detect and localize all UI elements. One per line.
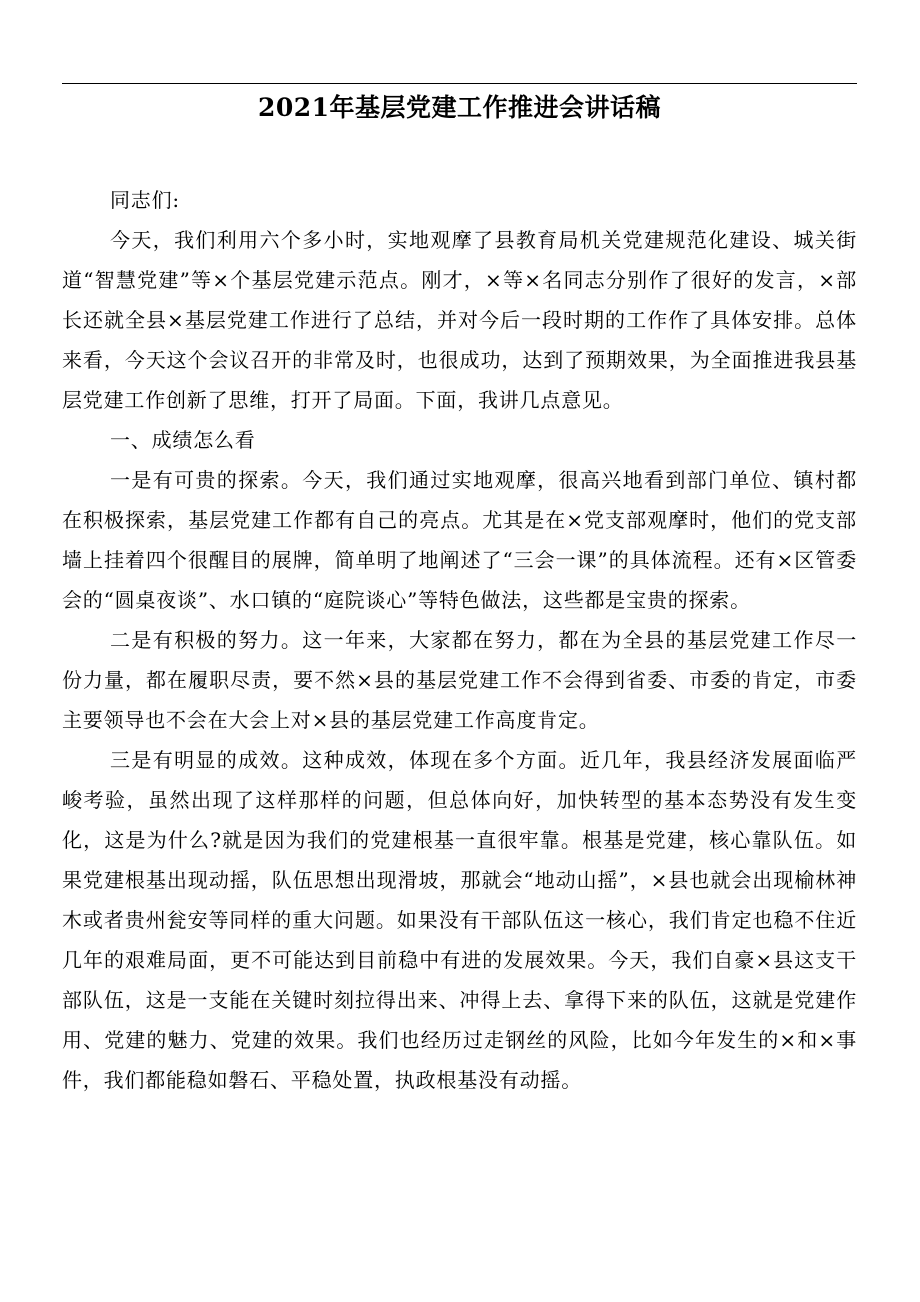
body-paragraph: 二是有积极的努力。这一年来，大家都在努力，都在为全县的基层党建工作尽一份力量，都在履职尽责，要不然×县的基层党建工作不会得到省委、市委的肯定，市委主要领导也不会在大会上对×县的基层党建工作高度肯定。 [62,628,857,732]
section-heading: 一、成绩怎么看 [110,428,256,452]
opening-paragraph: 今天，我们利用六个多小时，实地观摩了县教育局机关党建规范化建设、城关街道“智慧党建”等×个基层党建示范点。刚才，×等×名同志分别作了很好的发言，×部长还就全县×基层党建工作进行了总结，并对今后一段时期的工作作了具体安排。总体来看，今天这个会议召开的非常及时，也很成功，达到了预期效果，为全面推进我县基层党建工作创新了思维，打开了局面。下面，我讲几点意见。 [62,228,857,412]
header-rule [62,83,857,84]
document-body [62,180,857,1100]
body-paragraph: 一是有可贵的探索。今天，我们通过实地观摩，很高兴地看到部门单位、镇村都在积极探索，基层党建工作都有自己的亮点。尤其是在×党支部观摩时，他们的党支部墙上挂着四个很醒目的展牌，简单明了地阐述了“三会一课”的具体流程。还有×区管委会的“圆桌夜谈”、水口镇的“庭院谈心”等特色做法，这些都是宝贵的探索。 [62,468,857,612]
body-paragraph: 三是有明显的成效。这种成效，体现在多个方面。近几年，我县经济发展面临严峻考验，虽然出现了这样那样的问题，但总体向好，加快转型的基本态势没有发生变化，这是为什么?就是因为我们的党建根基一直很牢靠。根基是党建，核心靠队伍。如果党建根基出现动摇，队伍思想出现滑坡，那就会“地动山摇”，×县也就会出现榆林神木或者贵州瓮安等同样的重大问题。如果没有干部队伍这一核心，我们肯定也稳不住近几年的艰难局面，更不可能达到目前稳中有进的发展效果。今天，我们自豪×县这支干部队伍，这是一支能在关键时刻拉得出来、冲得上去、拿得下来的队伍，这就是党建作用、党建的魅力、党建的效果。我们也经历过走钢丝的风险，比如今年发生的×和×事件，我们都能稳如磐石、平稳处置，执政根基没有动摇。 [62,748,857,1092]
document-title: 2021年基层党建工作推进会讲话稿 [257,93,662,122]
salutation-paragraph: 同志们: [110,188,180,212]
